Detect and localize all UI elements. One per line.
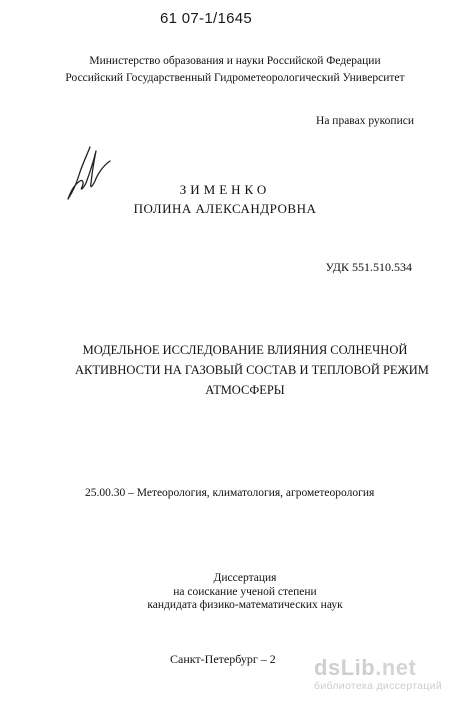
city-year: Санкт-Петербург – 2 [170,652,276,666]
dissertation-line-2: на соискание ученой степени [173,585,317,598]
title-line-2: АКТИВНОСТИ НА ГАЗОВЫЙ СОСТАВ И ТЕПЛОВОЙ РЕЖИМ [75,363,429,377]
dissertation-block [100,572,390,613]
watermark-logo-main: dsLib [314,655,376,680]
ministry-line-1: Министерство образования и науки Российской Федерации [89,55,381,67]
specialty-code: 25.00.30 – Метеорология, климатология, агрометеорология [85,487,375,499]
thesis-title [75,340,429,400]
ministry-line-2: Российский Государственный Гидрометеорологический Университет [65,72,405,84]
rights-notice: На правах рукописи [316,115,414,127]
dissertation-line-1: Диссертация [213,572,277,584]
dissertation-line-3: кандидата физико-математических наук [147,599,343,611]
author-surname: ЗИМЕНКО [179,182,271,197]
watermark [314,656,442,693]
title-line-1: МОДЕЛЬНОЕ ИССЛЕДОВАНИЕ ВЛИЯНИЯ СОЛНЕЧНОЙ [82,343,408,357]
udk-code: УДК 551.510.534 [325,260,412,274]
title-line-3: АТМОСФЕРЫ [205,383,285,397]
archive-stamp-number: 61 07-1/1645 [160,10,253,27]
watermark-logo [314,656,442,680]
watermark-logo-domain: .net [375,655,417,680]
watermark-subtitle: библиотека диссертаций [314,680,442,692]
author-given-names: ПОЛИНА АЛЕКСАНДРОВНА [133,201,317,216]
ministry-header [60,53,410,87]
